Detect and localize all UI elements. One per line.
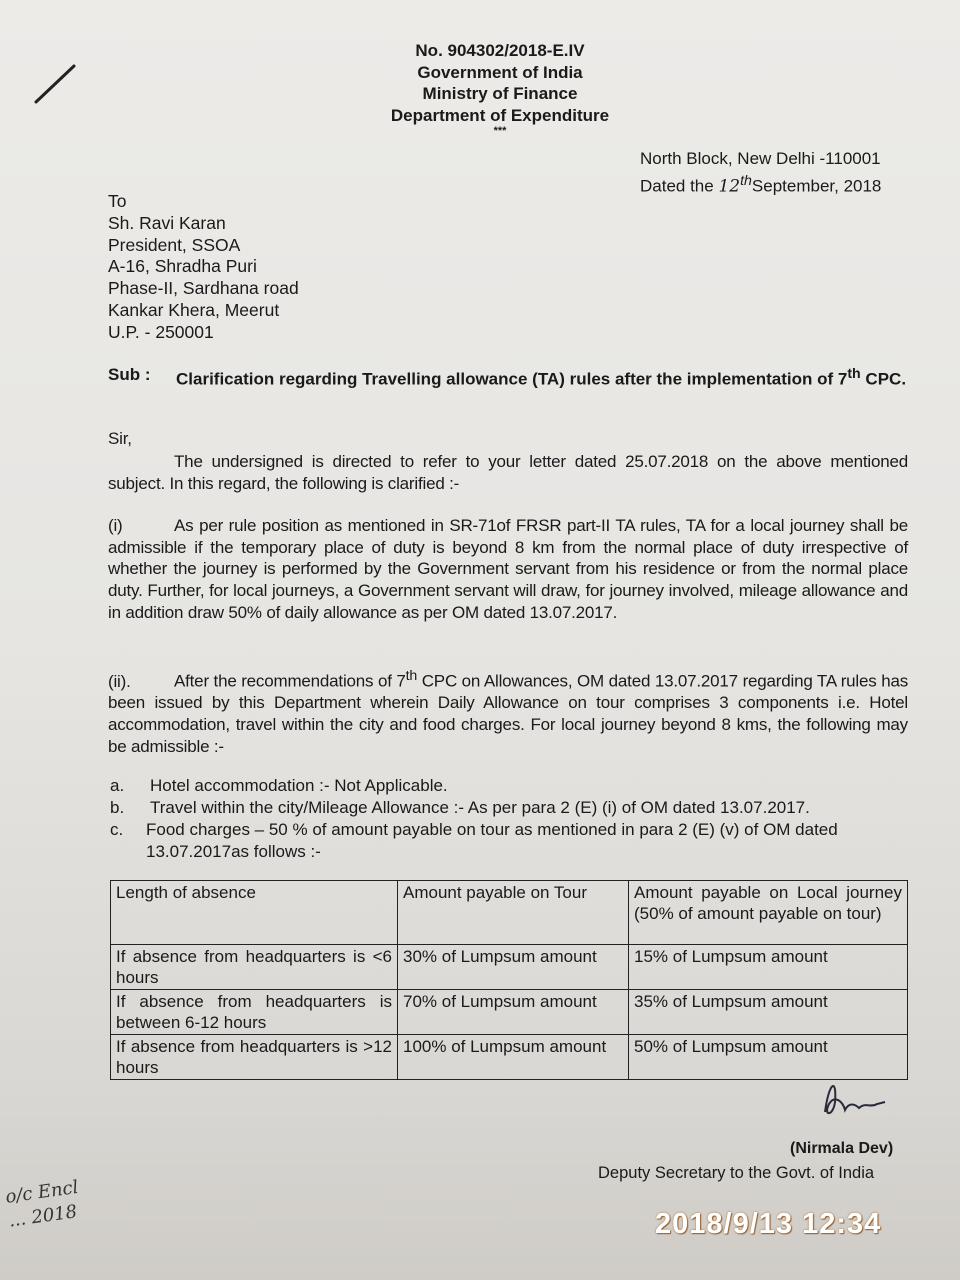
department-name: Department of Expenditure: [390, 105, 610, 125]
place: North Block, New Delhi -110001: [640, 149, 881, 168]
list-marker: a.: [110, 776, 125, 795]
addressee-block: [108, 191, 299, 344]
place-date-block: [640, 148, 881, 198]
table-header-row: [111, 881, 908, 945]
handwritten-tick-mark: [30, 60, 80, 110]
header-stars: ***: [493, 125, 507, 137]
handwritten-note: o/c Encl ... 2018: [4, 1176, 80, 1232]
date-rest: September, 2018: [751, 176, 882, 196]
para-sup: th: [405, 668, 418, 684]
address-line: President, SSOA: [108, 234, 241, 255]
table-cell: 100% of Lumpsum amount: [398, 1035, 629, 1080]
table-cell: 30% of Lumpsum amount: [398, 945, 629, 990]
reference-number: No. 904302/2018-E.IV: [415, 41, 585, 60]
list-item: [110, 775, 910, 797]
para-number: (i): [108, 516, 123, 535]
paragraph-i: [108, 515, 908, 624]
list-text: Food charges – 50 % of amount payable on tour as mentioned in para 2 (E) (v) of OM dated 13.07.2017as follows :-: [146, 820, 838, 861]
signature: [815, 1072, 895, 1132]
address-line: Phase-II, Sardhana road: [108, 278, 299, 299]
table-row: [111, 990, 908, 1035]
para-text: CPC on Allowances, OM dated 13.07.2017 regarding TA rules has been issued by this Department wherein Daily Allowance on tour comprises 3 components i.e. Hotel accommodation, travel within the city and food charges. For local journey beyond 8 kms, the following may be admissible :-: [108, 671, 908, 756]
to-label: To: [108, 191, 127, 211]
date-day-handwritten: 12: [718, 176, 741, 197]
table-row: [111, 1035, 908, 1080]
table-cell: If absence from headquarters is between 6-12 hours: [111, 990, 398, 1035]
salutation: Sir,: [108, 429, 132, 448]
para-text-pre: After the recommendations of 7: [174, 671, 406, 691]
subject-main: Clarification regarding Travelling allowance (TA) rules after the implementation of 7: [176, 369, 848, 389]
allowance-table: [110, 880, 908, 1080]
header-cell: Length of absence: [111, 881, 398, 945]
subject-tail: CPC.: [860, 369, 907, 389]
paragraph-ii: [108, 666, 908, 757]
address-line: U.P. - 250001: [108, 321, 214, 342]
signatory-designation: Deputy Secretary to the Govt. of India: [598, 1164, 875, 1182]
address-line: A-16, Shradha Puri: [108, 256, 257, 277]
admissible-items-list: [110, 775, 910, 863]
subject-sup: th: [847, 366, 861, 382]
intro-text: The undersigned is directed to refer to your letter dated 25.07.2018 on the above mentioned subject. In this regard, the following is clarified :-: [108, 452, 908, 493]
date-prefix: Dated the: [640, 176, 719, 196]
government-name: Government of India: [417, 62, 583, 82]
header-cell: Amount payable on Tour: [398, 881, 629, 945]
date-sup: th: [740, 173, 752, 189]
signatory-name: (Nirmala Dev): [790, 1140, 894, 1157]
list-item: [110, 797, 910, 819]
camera-timestamp: 2018/9/13 12:34: [655, 1208, 882, 1240]
list-marker: b.: [110, 798, 125, 817]
list-text: Travel within the city/Mileage Allowance :- As per para 2 (E) (i) of OM dated 13.07.2017.: [150, 798, 810, 817]
para-number: (ii).: [108, 671, 131, 691]
list-item: [110, 819, 910, 863]
table-cell: If absence from headquarters is >12 hours: [111, 1035, 398, 1080]
header-cell: Amount payable on Local journey (50% of amount payable on tour): [629, 881, 908, 945]
table-cell: 35% of Lumpsum amount: [629, 990, 908, 1035]
table-cell: If absence from headquarters is <6 hours: [111, 945, 398, 990]
table-cell: 70% of Lumpsum amount: [398, 990, 629, 1035]
subject-text: [176, 364, 908, 390]
ministry-name: Ministry of Finance: [422, 84, 578, 103]
para-text: As per rule position as mentioned in SR-71of FRSR part-II TA rules, TA for a local journey shall be admissible if the temporary place of duty is beyond 8 km from the normal place of duty irrespective of whether the journey is performed by the Government servant from his residence or from the normal place duty. Further, for local journeys, a Government servant will draw, for journey involved, mileage allowance and in addition draw 50% of daily allowance as per OM dated 13.07.2017.: [108, 516, 908, 622]
address-line: Kankar Khera, Meerut: [108, 299, 280, 320]
table-cell: 15% of Lumpsum amount: [629, 945, 908, 990]
table-row: [111, 945, 908, 990]
table-cell: 50% of Lumpsum amount: [629, 1035, 908, 1080]
subject-line: [108, 364, 908, 390]
date-line: [640, 170, 881, 198]
intro-paragraph: [108, 451, 908, 494]
list-text: Hotel accommodation :- Not Applicable.: [150, 776, 448, 795]
letter-header: [300, 40, 700, 136]
list-marker: c.: [110, 820, 124, 839]
subject-label: Sub :: [108, 365, 151, 384]
address-line: Sh. Ravi Karan: [108, 212, 226, 233]
